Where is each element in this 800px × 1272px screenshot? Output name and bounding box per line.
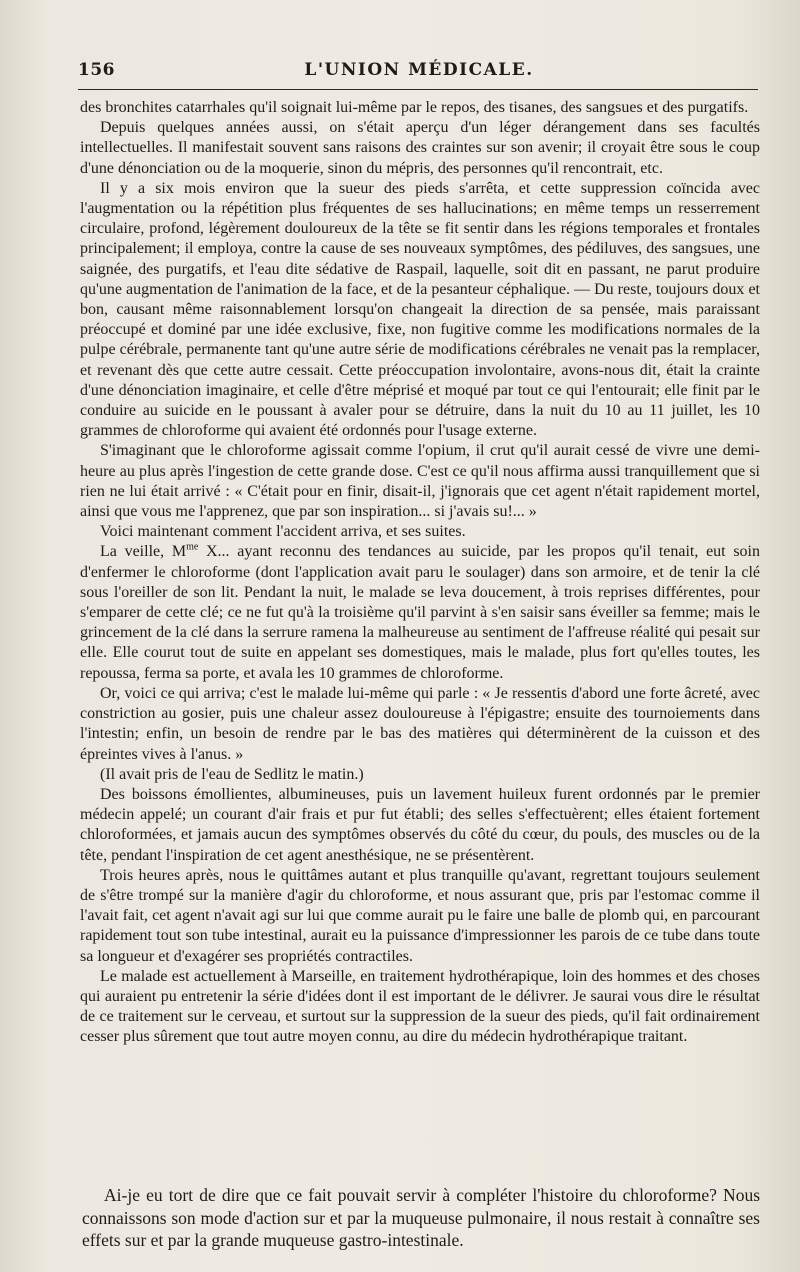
paragraph: S'imaginant que le chloroforme agissait comme l'opium, il crut qu'il aurait cessé de vivre une demi-heure au plus après l'ingestion de cette grande dose. C'est ce qu'il nous affirma aussi tranquillement que si rien ne lui était arrivé : « C'était pour en finir, disait-il, j'ignorais que cet agent n'était rapidement mortel, ainsi que vous me l'apprenez, que par son inspiration... si j'avais su!... »: [80, 442, 760, 521]
superscript: me: [186, 542, 199, 554]
closing-paragraph: Ai-je eu tort de dire que ce fait pouvait servir à compléter l'histoire du chloroforme? Nous connaissons son mode d'action sur et par la muqueuse pulmonaire, il nous restait à connaître ses effets sur et par la grande muqueuse gastro-intestinale.: [82, 1185, 760, 1250]
paragraph: (Il avait pris de l'eau de Sedlitz le matin.): [100, 765, 364, 783]
running-title: L'UNION MÉDICALE.: [304, 60, 534, 80]
page-header: [78, 58, 760, 84]
header-rule: [78, 89, 758, 90]
paragraph: Trois heures après, nous le quittâmes autant et plus tranquille qu'avant, regrettant toujours seulement de s'être trompé sur la manière d'agir du chloroforme, et nous assurant que, pris par l'estomac comme il l'avait fait, cet agent n'avait agi sur lui que comme aurait pu le faire une balle de plomb qui, en parcourant rapidement tout son tube intestinal, aurait eu la puissance d'impressionner les parois de ce tube dans toute sa longueur et d'exagérer ses propriétés contractiles.: [80, 866, 760, 965]
paragraph: Le malade est actuellement à Marseille, en traitement hydrothérapique, loin des hommes et des choses qui auraient pu entretenir la série d'idées dont il est important de le délivrer. Je saurai vous dire le résultat de ce traitement sur le cerveau, et surtout sur la suppression de la sueur des pieds, qu'il fait ordinairement cesser plus sûrement que tout autre moyen connu, au dire du médecin hydrothérapique traitant.: [80, 967, 760, 1046]
paragraph: Voici maintenant comment l'accident arriva, et ses suites.: [100, 523, 466, 541]
paragraph: Or, voici ce qui arriva; c'est le malade lui-même qui parle : « Je ressentis d'abord une forte âcreté, avec constriction au gosier, puis une chaleur assez douloureuse à l'épigastre; ensuite des tournoiements dans l'intestin; enfin, un besoin de rendre par le bas des matières qui déterminèrent de la cuisson et des épreintes vives à l'anus. »: [80, 684, 760, 763]
article-body: [80, 98, 760, 1048]
paragraph: Depuis quelques années aussi, on s'était aperçu d'un léger dérangement dans ses facultés intellectuelles. Il manifestait souvent sans raisons des craintes sur son avenir; il croyait être sous le coup d'une dénonciation ou de la moquerie, sinon du mépris, des personnes qu'il rencontrait, etc.: [80, 119, 760, 177]
paragraph-with-superscript: La veille, $M^{me}$ X... ayant reconnu des tendances au suicide, par les propos qu'il tenait, eut soin d'enfermer le chloroforme (dont l'application avait paru le soulager) dans son armoire, et de tenir la clé sous l'oreiller de son lit. Pendant la nuit, le malade se leva doucement, à trois reprises différentes, pour s'emparer de cette clé; ce ne fut qu'à la troisième qu'il parvint à s'en saisir sans éveiller sa femme; mais le grincement de la clé dans la serrure ramena la malheureuse au sentiment de l'affreuse réalité qui pesait sur elle. Elle courut tout de suite en appelant ses domestiques, mais le malade, plus fort qu'elles toutes, les repoussa, ferma sa porte, et avala les 10 grammes de chloroforme.: [80, 542, 761, 682]
page-number: 156: [78, 60, 115, 80]
closing-section: [82, 1184, 760, 1252]
paragraph: des bronchites catarrhales qu'il soignait lui-même par le repos, des tisanes, des sangsues et des purgatifs.: [80, 99, 749, 116]
paragraph: Il y a six mois environ que la sueur des pieds s'arrêta, et cette suppression coïncida avec l'augmentation ou la répétition plus fréquentes de ses hallucinations; en même temps un resserrement circulaire, profond, légèrement douloureux de la tête se fit sentir dans les régions temporales et frontales principalement; il employa, contre la cause de ses nouveaux symptômes, des pédiluves, des sangsues, une saignée, des purgatifs, et l'eau dite sédative de Raspail, laquelle, soit dit en passant, ne parut produire qu'une augmentation de l'animation de la face, et de la pesanteur céphalique. — Du reste, toujours doux et bon, causant même raisonnablement lorsqu'on changeait la direction de sa pensée, mais paraissant préoccupé et dominé par une idée exclusive, fixe, non fugitive comme les modifications normales de la pulpe cérébrale, permanente tant qu'une autre série de modifications cérébrales ne venait pas la remplacer, et revenant dès que cette autre cessait. Cette préoccupation involontaire, avons-nous dit, était la crainte d'une dénonciation imaginaire, et celle d'être méprisé et moqué par tout ce qui l'entourait; elle finit par le conduire au suicide en le poussant à avaler pour se détruire, dans la nuit du 10 au 11 juillet, les 10 grammes de chloroforme qui avaient été ordonnés pour l'usage externe.: [80, 179, 760, 440]
paragraph: Des boissons émollientes, albumineuses, puis un lavement huileux furent ordonnés par le premier médecin appelé; un courant d'air frais et pur fut établi; des selles s'effectuèrent; elles étaient fortement chloroformées, et jamais aucun des symptômes observés du côté du cœur, du pouls, des muscles ou de la tête, pendant l'inspiration de cet agent anesthésique, ne se présentèrent.: [80, 785, 760, 864]
